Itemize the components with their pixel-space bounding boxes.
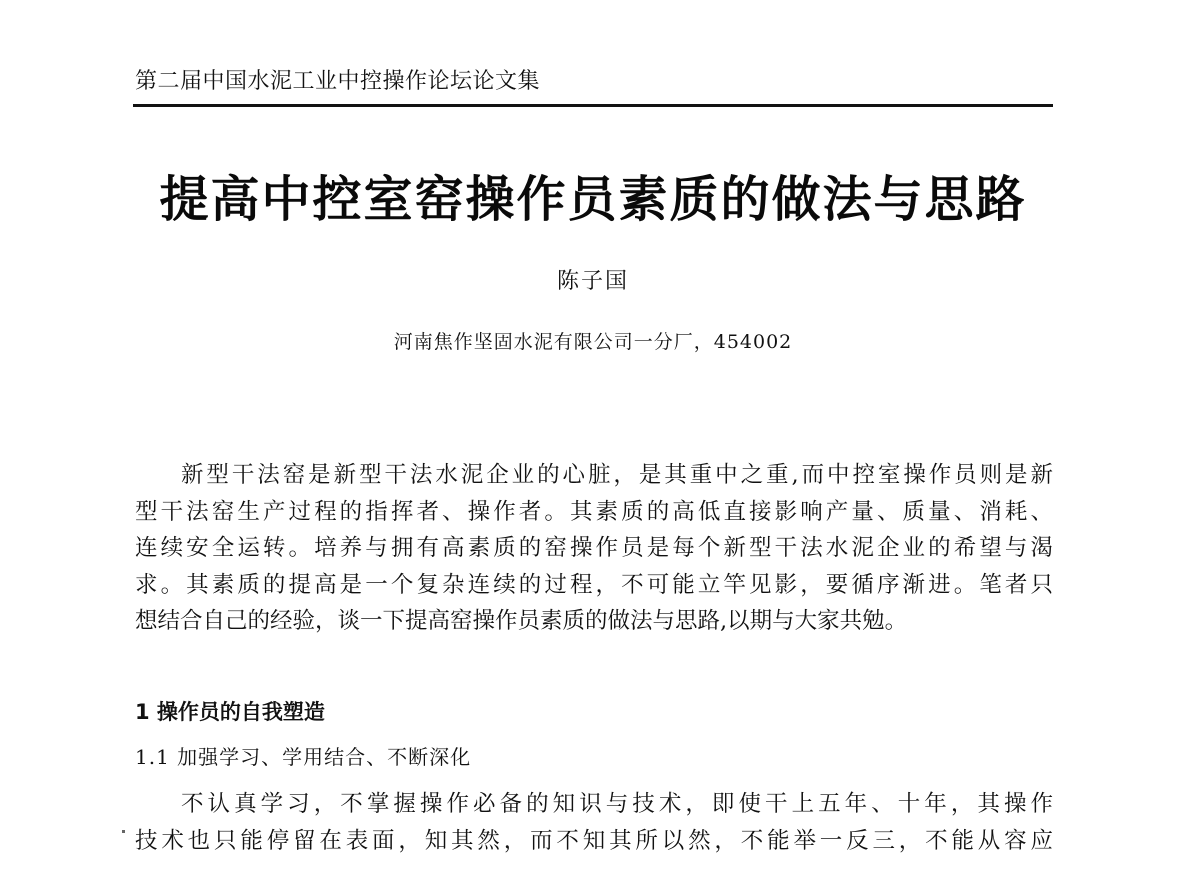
section-heading-1: 1 操作员的自我塑造 [135, 700, 325, 724]
intro-line: 想结合自己的经验，谈一下提高窑操作员素质的做法与思路,以期与大家共勉。 [135, 608, 908, 634]
author-affiliation: 河南焦作坚固水泥有限公司一分厂，454002 [393, 331, 793, 353]
intro-line: 型干法窑生产过程的指挥者、操作者。其素质的高低直接影响产量、质量、消耗、 [135, 498, 1053, 525]
subsection-heading-1-1: 1.1 加强学习、学用结合、不断深化 [135, 745, 472, 769]
header-rule [133, 104, 1053, 107]
intro-line: 新型干法窑是新型干法水泥企业的心脏，是其重中之重,而中控室操作员则是新 [181, 462, 1053, 488]
paper-title: 提高中控室窑操作员素质的做法与思路 [159, 171, 1027, 228]
intro-line: 连续安全运转。培养与拥有高素质的窑操作员是每个新型干法水泥企业的希望与渴 [135, 535, 1053, 561]
intro-line: 求。其素质的提高是一个复杂连续的过程，不可能立竿见影，要循序渐进。笔者只 [135, 571, 1053, 598]
running-header: 第二届中国水泥工业中控操作论坛论文集 [135, 69, 541, 94]
body-line: 技术也只能停留在表面，知其然，而不知其所以然，不能举一反三，不能从容应 [135, 827, 1053, 854]
author-name: 陈子国 [556, 269, 629, 294]
intro-paragraph [135, 457, 1053, 640]
body-paragraph [135, 786, 1053, 859]
body-line: 不认真学习，不掌握操作必备的知识与技术，即使干上五年、十年，其操作 [181, 791, 1053, 817]
scan-speck [122, 830, 125, 833]
